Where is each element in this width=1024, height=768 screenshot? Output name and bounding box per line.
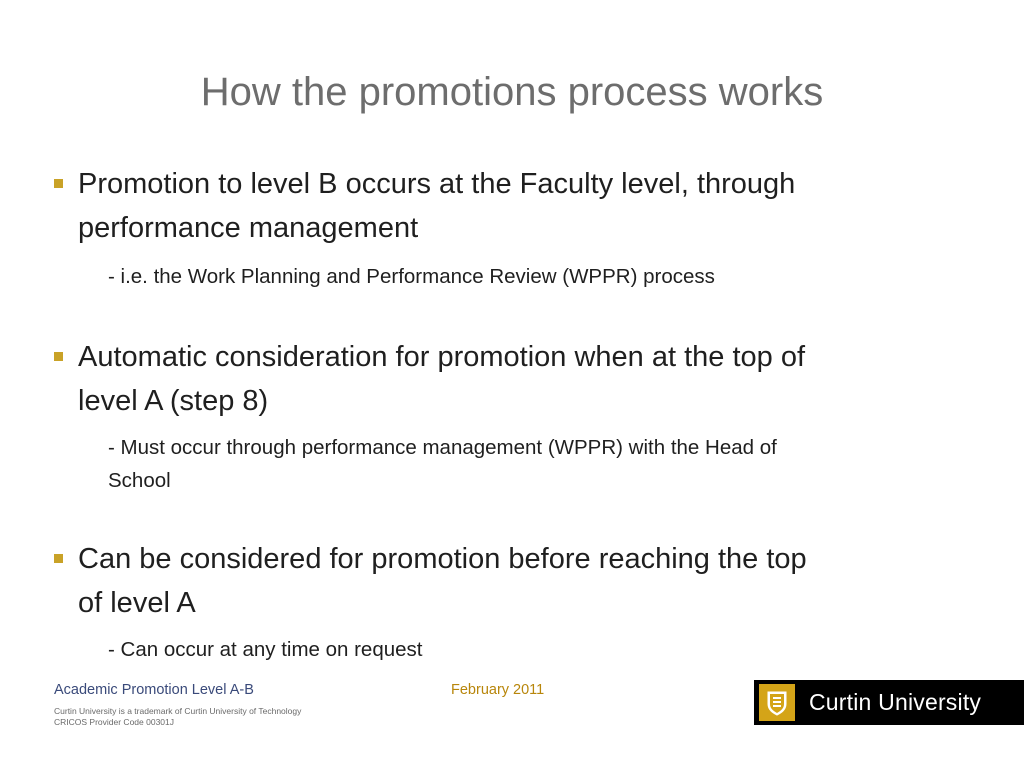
bullet-item-3: [78, 537, 958, 625]
bullet-1-line-2: performance management: [78, 212, 419, 244]
square-bullet-icon: [54, 554, 63, 563]
bullet-2-subtext: [108, 431, 968, 497]
bullet-3-sub-line-1: - Can occur at any time on request: [108, 638, 423, 661]
footer-cricos-text: CRICOS Provider Code 00301J: [54, 717, 175, 727]
bullet-item-2: [78, 335, 958, 423]
footer-date: February 2011: [451, 682, 545, 698]
bullet-2-sub-line-1: - Must occur through performance management (WPPR) with the Head of: [108, 436, 777, 459]
bullet-item-1: [78, 162, 958, 250]
footer-trademark-text: Curtin University is a trademark of Curtin University of Technology: [54, 706, 302, 716]
shield-crest-icon: [759, 684, 795, 721]
bullet-3-line-1: Can be considered for promotion before reaching the top: [78, 543, 807, 575]
bullet-1-subtext: [108, 260, 968, 293]
shield-crest-graphic: [759, 684, 795, 721]
bullet-3-line-2: of level A: [78, 587, 196, 619]
bullet-1-line-1: Promotion to level B occurs at the Faculty level, through: [78, 168, 796, 200]
bullet-2-line-1: Automatic consideration for promotion when at the top of: [78, 341, 806, 373]
bullet-2-sub-line-2: School: [108, 469, 171, 492]
square-bullet-icon: [54, 179, 63, 188]
bullet-3-subtext: [108, 633, 968, 666]
bullet-1-sub-line-1: - i.e. the Work Planning and Performance Review (WPPR) process: [108, 265, 715, 288]
footer-presentation-title: Academic Promotion Level A-B: [54, 682, 254, 698]
slide-title: How the promotions process works: [200, 70, 824, 114]
logo-wordmark: Curtin University: [809, 689, 982, 715]
square-bullet-icon: [54, 352, 63, 361]
curtin-logo: [754, 680, 1024, 725]
bullet-2-line-2: level A (step 8): [78, 385, 269, 417]
